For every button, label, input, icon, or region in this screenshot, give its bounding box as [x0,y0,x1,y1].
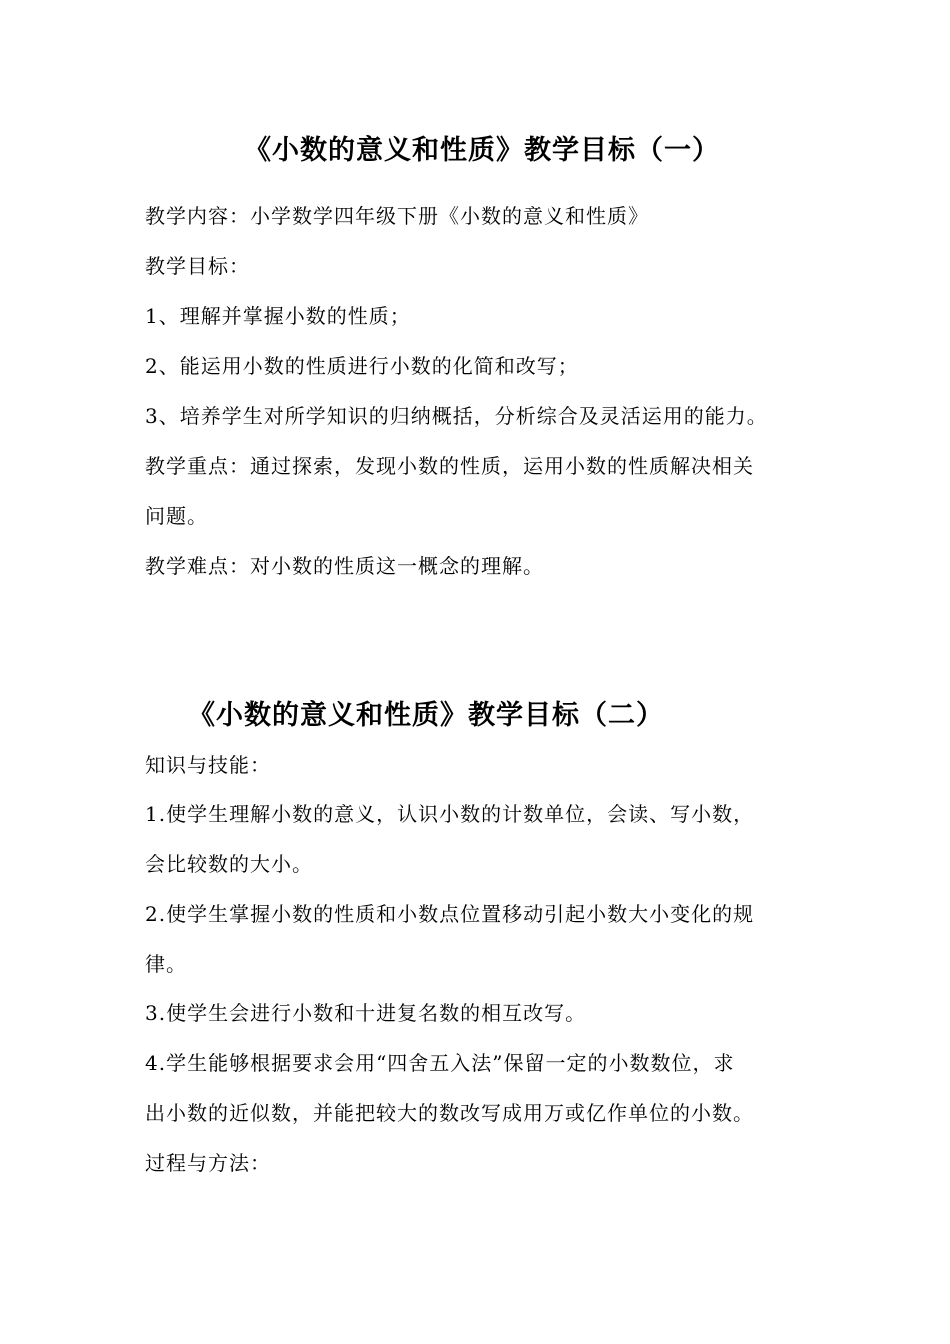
knowledge-item-2-line-1: 2.使学生掌握小数的性质和小数点位置移动引起小数大小变化的规 [145,902,755,926]
difficulty-line: 教学难点：对小数的性质这一概念的理解。 [145,554,544,578]
knowledge-item-3: 3.使学生会进行小数和十进复名数的相互改写。 [145,1001,587,1025]
teaching-content-line: 教学内容：小学数学四年级下册《小数的意义和性质》 [145,204,649,228]
objective-item-1: 1、理解并掌握小数的性质； [145,304,411,328]
objective-item-2: 2、能运用小数的性质进行小数的化简和改写； [145,354,579,378]
objective-item-3: 3、培养学生对所学知识的归纳概括，分析综合及灵活运用的能力。 [145,404,768,428]
key-point-line-2: 问题。 [145,504,208,528]
knowledge-item-1-line-2: 会比较数的大小。 [145,852,313,876]
process-method-label: 过程与方法： [145,1151,271,1175]
section-2-title: 《小数的意义和性质》教学目标（二） [188,700,664,731]
knowledge-item-4-line-2: 出小数的近似数，并能把较大的数改写成用万或亿作单位的小数。 [145,1101,754,1125]
objectives-label: 教学目标： [145,254,250,278]
key-point-line-1: 教学重点：通过探索，发现小数的性质，运用小数的性质解决相关 [145,454,754,478]
knowledge-item-4-line-1: 4.学生能够根据要求会用“四舍五入法”保留一定的小数数位，求 [145,1051,735,1075]
knowledge-item-1-line-1: 1.使学生理解小数的意义，认识小数的计数单位，会读、写小数， [145,802,755,826]
section-1-title: 《小数的意义和性质》教学目标（一） [244,135,720,166]
knowledge-skills-label: 知识与技能： [145,753,271,777]
knowledge-item-2-line-2: 律。 [145,952,187,976]
